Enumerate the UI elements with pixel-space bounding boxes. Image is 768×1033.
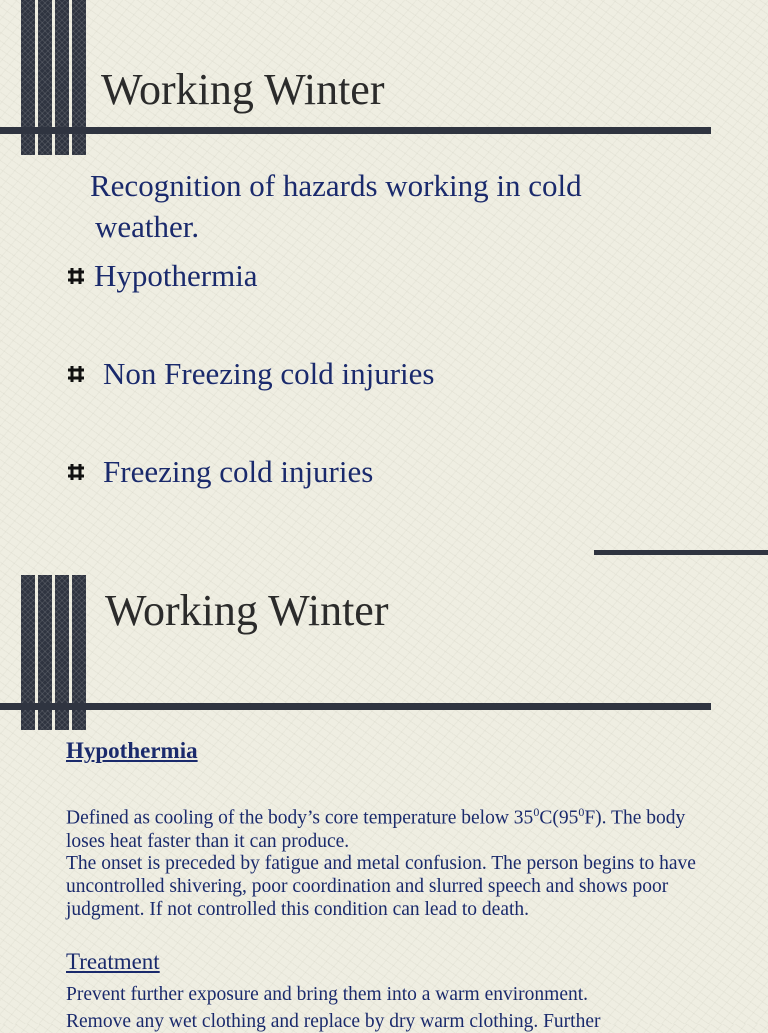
treatment-heading: Treatment — [66, 949, 160, 974]
hash-grid-icon — [66, 462, 86, 482]
definition-text-c: F). The body loses heat faster than it can produce. — [66, 807, 686, 852]
bullet-text: Non Freezing cold injuries — [103, 356, 435, 391]
definition-paragraph — [66, 801, 706, 853]
definition-text-a: Defined as cooling of the body’s core temperature below 35 — [66, 807, 534, 829]
onset-paragraph: The onset is preceded by fatigue and metal confusion. The person begins to have uncontrolled shivering, poor coordination and slurred speech and shows poor judgment. If not controlled this condition can lead to death. — [66, 853, 696, 920]
hash-grid-icon — [66, 266, 86, 286]
definition-text-b: C(95 — [539, 807, 579, 829]
bullet-text: Hypothermia — [94, 258, 258, 293]
intro-text — [90, 165, 690, 247]
intro-line-1: Recognition of hazards working in cold — [90, 168, 582, 203]
degree-superscript: 0 — [533, 805, 540, 819]
title-rule — [0, 703, 711, 710]
bullet-item — [66, 454, 373, 490]
treatment-line-2: Remove any wet clothing and replace by dry warm clothing. Further — [66, 1011, 601, 1032]
intro-line-2: weather. — [95, 209, 200, 244]
slide-title: Working Winter — [101, 65, 385, 114]
degree-superscript: 0 — [578, 805, 585, 819]
treatment-line-1: Prevent further exposure and bring them into a warm environment. — [66, 984, 589, 1005]
bullet-item — [66, 356, 434, 392]
title-rule — [0, 127, 711, 134]
bullet-item — [66, 258, 258, 294]
hash-grid-icon — [66, 364, 86, 384]
section-heading: Hypothermia — [66, 738, 198, 763]
slide-divider-rule — [594, 550, 768, 555]
slide-title: Working Winter — [105, 586, 389, 635]
bullet-text: Freezing cold injuries — [103, 454, 374, 489]
